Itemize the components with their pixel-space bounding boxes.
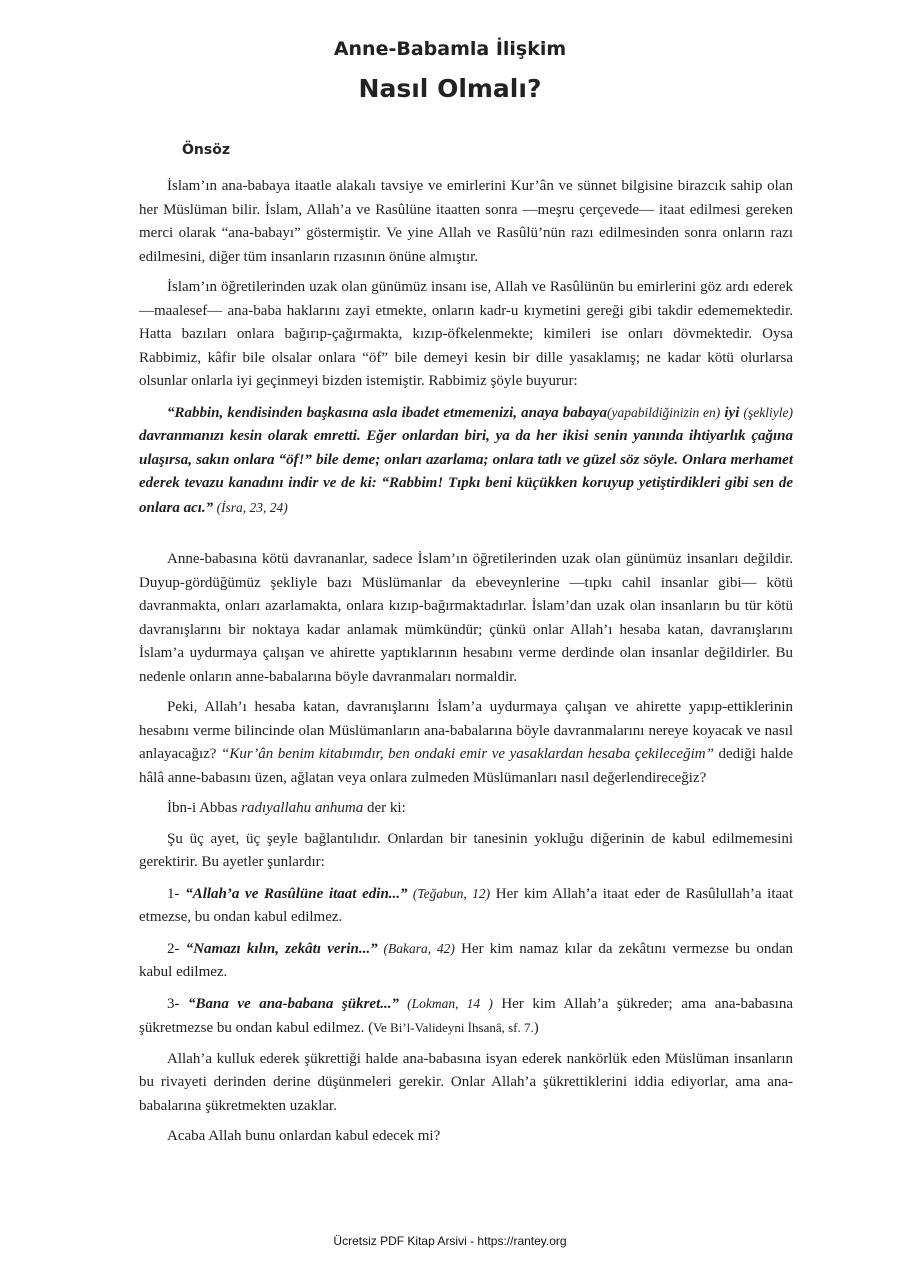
- paragraph-4-quote: “Kur’ân benim kitabımdır, ben ondaki emir ve yasaklardan hesaba çekileceğim”: [221, 746, 714, 762]
- paragraph-5-a: İbn-i Abbas: [167, 800, 242, 816]
- paragraph-2: İslam’ın öğretilerinden uzak olan günümüz insanı ise, Allah ve Rasûlünün bu emirlerini göz ardı ederek —maalesef— ana-baba haklarını zayi etmekte, onların kadr-u kıymetini gereği gibi takdir edememektedir. Hatta bazıları onlara bağırıp-çağırmakta, kızıp-öfkelenmekte; kimileri ise onları dövmektedir. Oysa Rabbimiz, kâfir bile olsalar onlara “öf” bile demeyi kesin bir dille yasaklamış; ne kadar kötü olurlarsa olsunlar onlarla iyi geçinmeyi bizden istemiştir. Rabbimiz şöyle buyurur:: [139, 279, 793, 389]
- verse-text-2: iyi: [720, 404, 744, 421]
- item-1-reference: (Teğabun, 12): [407, 885, 491, 901]
- verse-text-1: “Rabbin, kendisinden başkasına asla ibadet etmemenizi, anaya babaya: [167, 404, 607, 421]
- paragraph-4-a: Peki, Allah’ı hesaba katan, davranışlarını İslam’a uydurmaya çalışan ve ahirette yapıp-ettiklerinin hesabını verme bilincinde olan Müslümanların ana-babalarına böyle davranmalarını nereye koyacak ve nasıl anlayacağız?: [139, 699, 793, 762]
- paragraph-5-honorific: radıyallahu anhuma: [241, 800, 364, 816]
- paragraph-3: Anne-babasına kötü davrananlar, sadece İslam’ın öğretilerinden uzak olan günümüz insanları değildir. Duyup-gördüğümüz şekliyle bazı Müslümanlar da ebeveynlerine —tıpkı cahil insanlar gibi— kötü davranmakta, onları azarlamakta, onlara kızıp-bağırmaktadırlar. İslam’dan uzak olan insanların bu tür kötü davranışlarını bir noktaya kadar anlamak mümkündür; çünkü onlar Allah’ı hesaba katan, davranışlarını İslam’a uydurmaya çalışan ve ahirette yaptıklarının hesabını verme derdinde olan insanlar değildirler. Bu nedenle onların anne-babalarına böyle davranmaları normaldir.: [139, 551, 793, 685]
- item-3-number: 3-: [167, 995, 189, 1012]
- paragraph-1: İslam’ın ana-babaya itaatle alakalı tavsiye ve emirlerini Kur’ân ve sünnet bilgisine birazcık sahip olan her Müslüman bilir. İslam, Allah’a ve Rasûlüne itaatten sonra —meşru çerçevede— itaat edilmesi gereken merci olarak “ana-babayı” göstermiştir. Ve yine Allah ve Rasûlü’nün razı edilmesinden sonra onların razı edilmesini, diğer tüm insanların rızasının önüne almıştır.: [139, 178, 793, 265]
- body-text: [139, 175, 793, 1156]
- list-item: [139, 882, 793, 930]
- item-3-reference: (Lokman, 14 ): [399, 995, 493, 1011]
- paragraph-4-b: dediği halde hâlâ anne-babasını üzen, ağlatan veya onlara zulmeden Müslümanları nasıl değerlendireceğiz?: [139, 746, 793, 786]
- paragraph-6: Şu üç ayet, üç şeyle bağlantılıdır. Onlardan bir tanesinin yokluğu diğerinin de kabul edilmemesini gerektirir. Bu ayetler şunlardır:: [139, 830, 793, 870]
- verse-note-1: (yapabildiğinizin en): [606, 404, 721, 420]
- list-item: [139, 992, 793, 1041]
- list-item: [139, 937, 793, 985]
- item-3-quote: “Bana ve ana-babana şükret...”: [188, 995, 400, 1012]
- item-1-number: 1-: [167, 885, 186, 902]
- verse-quote: [139, 401, 793, 521]
- verse-text-3: davranmanızı kesin olarak emretti. Eğer onlardan biri, ya da her ikisi senin yanında ihtiyarlık çağına ulaşırsa, sakın onlara “öf!” bile deme; onları azarlama; onlara tatlı ve güzel söz söyle. Onlara merhamet ederek tevazu kanadını indir ve de ki: “Rabbim! Tıpkı beni küçükken koruyup yetiştirdikleri gibi sen de onlara acı.”: [139, 428, 793, 516]
- item-3-close: ): [533, 1020, 539, 1036]
- verse-note-2: (şekliyle): [743, 404, 793, 420]
- item-2-reference: (Bakara, 42): [377, 940, 455, 956]
- verse-reference: (İsra, 23, 24): [213, 499, 288, 515]
- paragraph-5-b: der ki:: [363, 800, 406, 816]
- title-line-2: Nasıl Olmalı?: [358, 74, 542, 103]
- paragraph-7: Allah’a kulluk ederek şükrettiği halde ana-babasına isyan ederek nankörlük eden Müslüman insanların bu rivayeti derinden derine düşünmeleri gerekir. Onlar Allah’a şükrettiklerini iddia ediyorlar, ama ana-babalarına şükretmekten uzaklar.: [139, 1050, 793, 1114]
- paragraph-4: [139, 696, 793, 790]
- paragraph-5: [139, 797, 793, 821]
- item-1-quote: “Allah’a ve Rasûlüne itaat edin...”: [185, 885, 408, 902]
- footer-text: Ücretsiz PDF Kitap Arsivi - https://rantey.org: [333, 1234, 567, 1248]
- item-2-text: Her kim namaz kılar da zekâtını vermezse bu ondan kabul edilmez.: [139, 940, 794, 980]
- section-heading: Önsöz: [182, 142, 230, 158]
- title-line-1: Anne-Babamla İlişkim: [333, 38, 567, 60]
- item-2-quote: “Namazı kılın, zekâtı verin...”: [185, 940, 378, 957]
- item-2-number: 2-: [167, 940, 186, 957]
- paragraph-8: Acaba Allah bunu onlardan kabul edecek mi?: [167, 1128, 441, 1144]
- item-3-text: Her kim Allah’a şükreder; ama ana-babasına şükretmezse bu ondan kabul edilmez. (: [139, 995, 793, 1036]
- item-3-source: Ve Bi’l-Valideyni İhsanâ, sf. 7.: [373, 1020, 534, 1035]
- item-1-text: Her kim Allah’a itaat eder de Rasûlullah’a itaat etmezse, bu ondan kabul edilmez.: [139, 885, 793, 925]
